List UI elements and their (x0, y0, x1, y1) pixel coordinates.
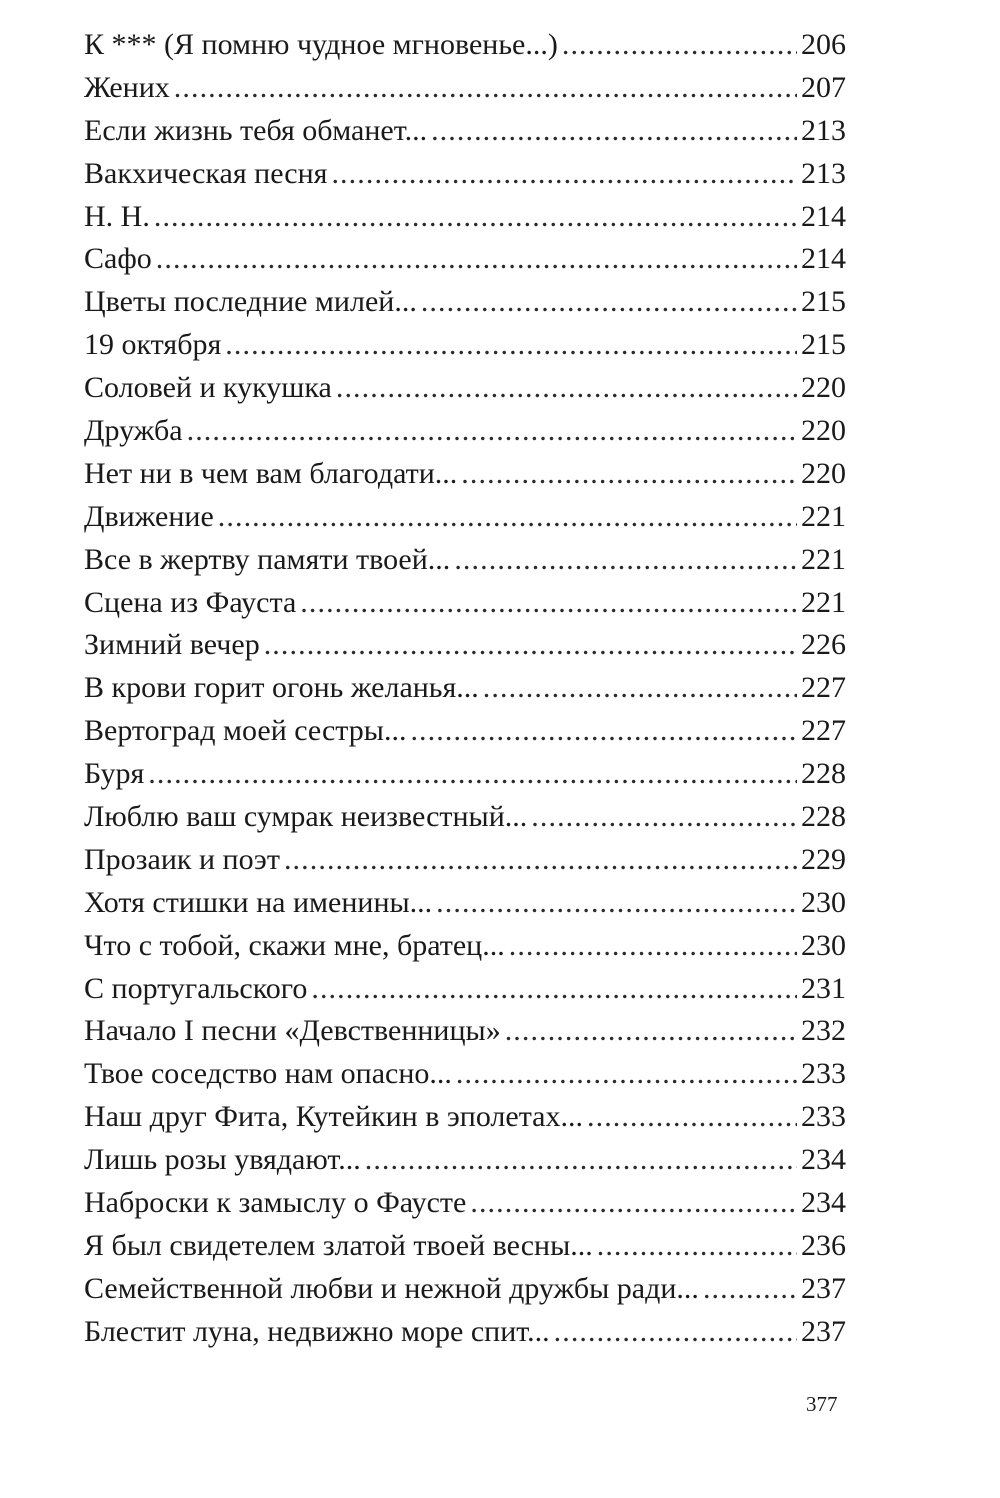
entry-title: К *** (Я помню чудное мгновенье...) (84, 28, 558, 61)
toc-entry (84, 710, 846, 753)
dot-leader (174, 67, 797, 110)
dot-leader (509, 925, 797, 968)
entry-page-number: 227 (801, 714, 846, 748)
entry-page-number: 221 (801, 542, 846, 576)
dot-leader (264, 624, 797, 667)
toc-entry (84, 539, 846, 582)
entry-title: Буря (84, 757, 145, 791)
toc-entry (84, 624, 846, 667)
dot-leader (461, 453, 797, 496)
toc-entry (84, 839, 846, 882)
toc-entry (84, 796, 846, 839)
dot-leader (148, 753, 797, 796)
entry-title: Прозаик и поэт (84, 842, 280, 876)
entry-title: Начало I песни «Девственницы» (84, 1014, 501, 1048)
toc-entry (84, 238, 846, 281)
entry-title: Н. Н. (84, 199, 150, 233)
dot-leader (187, 410, 797, 453)
dot-leader (331, 153, 797, 196)
entry-page-number: 220 (801, 456, 846, 490)
entry-title: Хотя стишки на именины... (84, 885, 433, 919)
toc-entry (84, 1182, 846, 1225)
dot-leader (531, 796, 797, 839)
entry-page-number: 220 (801, 371, 846, 405)
entry-page-number: 214 (801, 242, 846, 276)
dot-leader (311, 968, 797, 1011)
toc-entry (84, 67, 846, 110)
entry-page-number: 232 (801, 1014, 846, 1048)
toc-entry (84, 1139, 846, 1182)
dot-leader (431, 110, 797, 153)
entry-page-number: 206 (801, 28, 846, 61)
entry-title: Вертоград моей сестры... (84, 714, 407, 748)
toc-entry (84, 882, 846, 925)
toc-entry (84, 582, 846, 625)
entry-page-number: 229 (801, 842, 846, 876)
entry-title: Если жизнь тебя обманет... (84, 113, 428, 147)
entry-page-number: 221 (801, 585, 846, 619)
entry-title: Движение (84, 499, 214, 533)
dot-leader (365, 1139, 797, 1182)
dot-leader (554, 1311, 797, 1354)
entry-title: С португальского (84, 971, 308, 1005)
entry-page-number: 233 (801, 1057, 846, 1091)
toc-entry (84, 281, 846, 324)
entry-page-number: 228 (801, 757, 846, 791)
dot-leader (336, 367, 797, 410)
dot-leader (597, 1225, 797, 1268)
entry-page-number: 236 (801, 1228, 846, 1262)
dot-leader (421, 281, 797, 324)
entry-title: Нет ни в чем вам благодати... (84, 456, 458, 490)
toc-entry (84, 753, 846, 796)
entry-title: Сафо (84, 242, 152, 276)
entry-title: Наброски к замыслу о Фаусте (84, 1186, 467, 1220)
entry-page-number: 215 (801, 328, 846, 362)
dot-leader (300, 582, 797, 625)
entry-page-number: 230 (801, 885, 846, 919)
entry-title: Семейственной любви и нежной дружбы ради... (84, 1271, 699, 1305)
entry-page-number: 228 (801, 800, 846, 834)
toc-entry (84, 1268, 846, 1311)
entry-page-number: 233 (801, 1100, 846, 1134)
toc-entry (84, 1225, 846, 1268)
toc-entry (84, 496, 846, 539)
toc-entry (84, 968, 846, 1011)
toc-entry (84, 153, 846, 196)
toc-entry (84, 24, 846, 67)
entry-title: Дружба (84, 414, 183, 448)
entry-title: Цветы последние милей... (84, 285, 417, 319)
toc-entry (84, 1096, 846, 1139)
entry-title: Люблю ваш сумрак неизвестный... (84, 800, 528, 834)
entry-title: Что с тобой, скажи мне, братец... (84, 928, 505, 962)
entry-page-number: 220 (801, 414, 846, 448)
entry-title: В крови горит огонь желанья... (84, 671, 479, 705)
dot-leader (454, 539, 797, 582)
entry-page-number: 231 (801, 971, 846, 1005)
toc-entry (84, 453, 846, 496)
entry-page-number: 213 (801, 156, 846, 190)
dot-leader (436, 882, 797, 925)
dot-leader (703, 1268, 797, 1311)
entry-page-number: 207 (801, 70, 846, 104)
dot-leader (284, 839, 797, 882)
entry-title: Я был свидетелем златой твоей весны... (84, 1228, 593, 1262)
entry-title: 19 октября (84, 328, 222, 362)
entry-page-number: 237 (801, 1314, 846, 1348)
table-of-contents (84, 24, 846, 1354)
dot-leader (587, 1096, 797, 1139)
entry-page-number: 215 (801, 285, 846, 319)
toc-entry (84, 367, 846, 410)
dot-leader (225, 324, 797, 367)
toc-entry (84, 667, 846, 710)
entry-title: Жених (84, 70, 170, 104)
entry-title: Твое соседство нам опасно... (84, 1057, 452, 1091)
entry-title: Лишь розы увядают... (84, 1143, 361, 1177)
entry-title: Наш друг Фита, Кутейкин в эполетах... (84, 1100, 583, 1134)
toc-entry (84, 196, 846, 239)
entry-title: Сцена из Фауста (84, 585, 297, 619)
dot-leader (505, 1010, 797, 1053)
toc-entry (84, 110, 846, 153)
entry-page-number: 226 (801, 628, 846, 662)
dot-leader (410, 710, 797, 753)
dot-leader (483, 667, 797, 710)
entry-page-number: 237 (801, 1271, 846, 1305)
entry-title: Соловей и кукушка (84, 371, 332, 405)
entry-page-number: 213 (801, 113, 846, 147)
toc-entry (84, 925, 846, 968)
dot-leader (470, 1182, 797, 1225)
entry-page-number: 234 (801, 1143, 846, 1177)
entry-title: Все в жертву памяти твоей... (84, 542, 451, 576)
toc-entry (84, 324, 846, 367)
entry-page-number: 227 (801, 671, 846, 705)
entry-page-number: 230 (801, 928, 846, 962)
dot-leader (156, 238, 797, 281)
entry-title: Зимний вечер (84, 628, 260, 662)
dot-leader (456, 1053, 797, 1096)
dot-leader (218, 496, 797, 539)
entry-title: Вакхическая песня (84, 156, 328, 190)
toc-entry (84, 1311, 846, 1354)
dot-leader (154, 196, 797, 239)
toc-entry (84, 1010, 846, 1053)
toc-entry (84, 410, 846, 453)
entry-title: Блестит луна, недвижно море спит... (84, 1314, 550, 1348)
entry-page-number: 214 (801, 199, 846, 233)
entry-page-number: 234 (801, 1186, 846, 1220)
dot-leader (562, 24, 797, 67)
page-number: 377 (806, 1392, 838, 1416)
entry-page-number: 221 (801, 499, 846, 533)
toc-entry (84, 1053, 846, 1096)
